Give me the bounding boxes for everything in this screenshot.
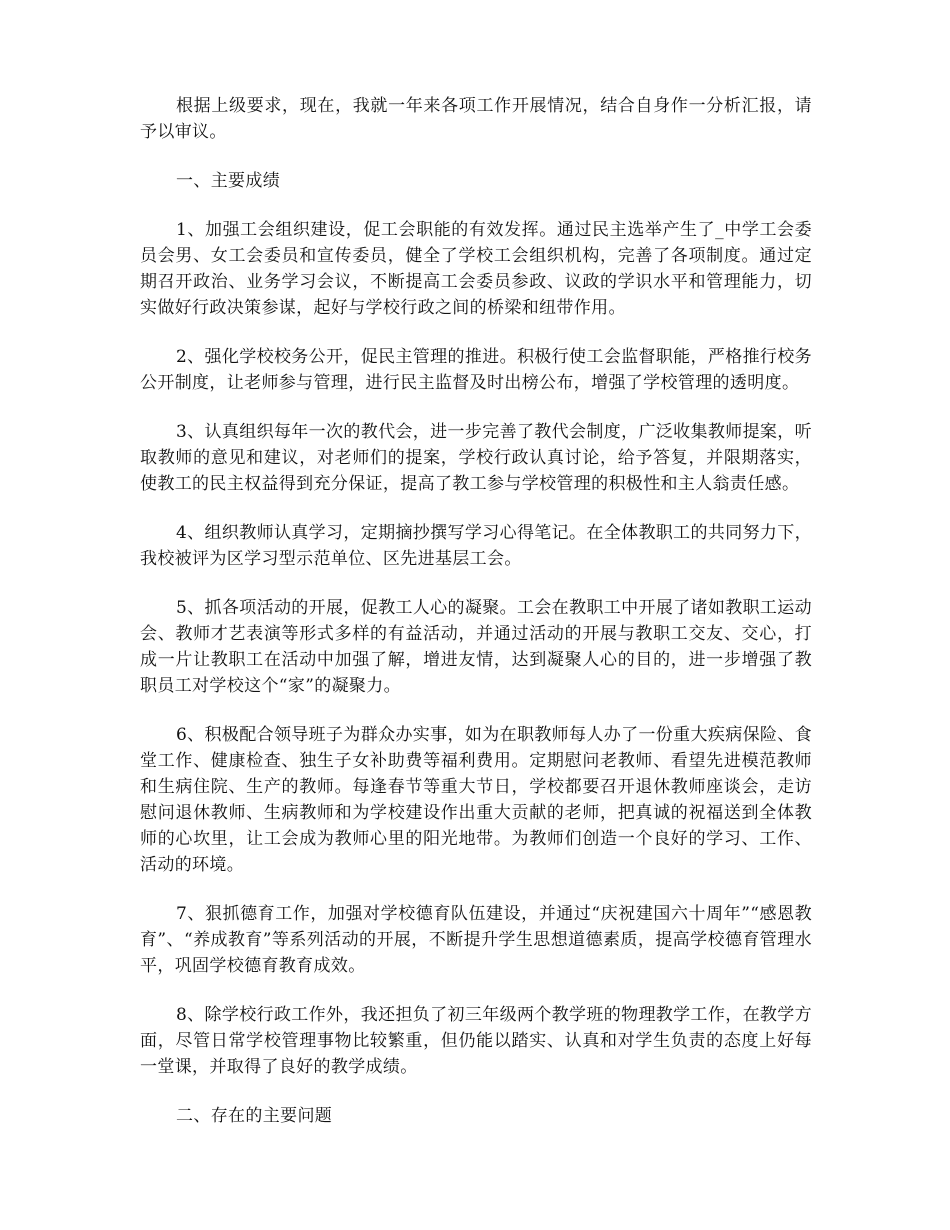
achievement-item-3: 3、认真组织每年一次的教代会，进一步完善了教代会制度，广泛收集教师提案，听取教师的意见和建议，对老师们的提案，学校行政认真讨论，给予答复，并限期落实，使教工的民主权益得到充分保证，提高了教工参与学校管理的积极性和主人翁责任感。 bbox=[140, 422, 812, 494]
document-body bbox=[140, 93, 812, 1152]
section-heading-problems: 二、存在的主要问题 bbox=[176, 1106, 333, 1126]
achievement-item-4: 4、组织教师认真学习，定期摘抄撰写学习心得笔记。在全体教职工的共同努力下，我校被评为区学习型示范单位、区先进基层工会。 bbox=[140, 523, 812, 569]
intro-paragraph: 根据上级要求，现在，我就一年来各项工作开展情况，结合自身作一分析汇报，请予以审议。 bbox=[140, 96, 812, 142]
achievement-item-8: 8、除学校行政工作外，我还担负了初三年级两个教学班的物理教学工作，在教学方面，尽管日常学校管理事物比较繁重，但仍能以踏实、认真和对学生负责的态度上好每一堂课，并取得了良好的教学成绩。 bbox=[140, 1005, 812, 1077]
achievement-item-2: 2、强化学校校务公开，促民主管理的推进。积极行使工会监督职能，严格推行校务公开制度，让老师参与管理，进行民主监督及时出榜公布，增强了学校管理的透明度。 bbox=[140, 347, 812, 393]
section-heading-achievements: 一、主要成绩 bbox=[176, 171, 281, 191]
achievement-item-6: 6、积极配合领导班子为群众办实事，如为在职教师每人办了一份重大疾病保险、食堂工作、健康检查、独生子女补助费等福利费用。定期慰问老教师、看望先进模范教师和生病住院、生产的教师。每逢春节等重大节日，学校都要召开退休教师座谈会，走访慰问退休教师、生病教师和为学校建设作出重大贡献的老师，把真诚的祝福送到全体教师的心坎里，让工会成为教师心里的阳光地带。为教师们创造一个良好的学习、工作、活动的环境。 bbox=[140, 725, 812, 875]
achievement-item-1: 1、加强工会组织建设，促工会职能的有效发挥。通过民主选举产生了_中学工会委员会男、女工会委员和宣传委员，健全了学校工会组织机构，完善了各项制度。通过定期召开政治、业务学习会议，不断提高工会委员参政、议政的学识水平和管理能力，切实做好行政决策参谋，起好与学校行政之间的桥梁和纽带作用。 bbox=[140, 220, 812, 318]
achievement-item-5: 5、抓各项活动的开展，促教工人心的凝聚。工会在教职工中开展了诸如教职工运动会、教师才艺表演等形式多样的有益活动，并通过活动的开展与教职工交友、交心，打成一片让教职工在活动中加强了解，增进友情，达到凝聚人心的目的，进一步增强了教职员工对学校这个“家”的凝聚力。 bbox=[140, 598, 812, 696]
achievement-item-7: 7、狠抓德育工作，加强对学校德育队伍建设，并通过“庆祝建国六十周年”“感恩教育”、“养成教育”等系列活动的开展，不断提升学生思想道德素质，提高学校德育管理水平，巩固学校德育教育成效。 bbox=[140, 904, 812, 976]
